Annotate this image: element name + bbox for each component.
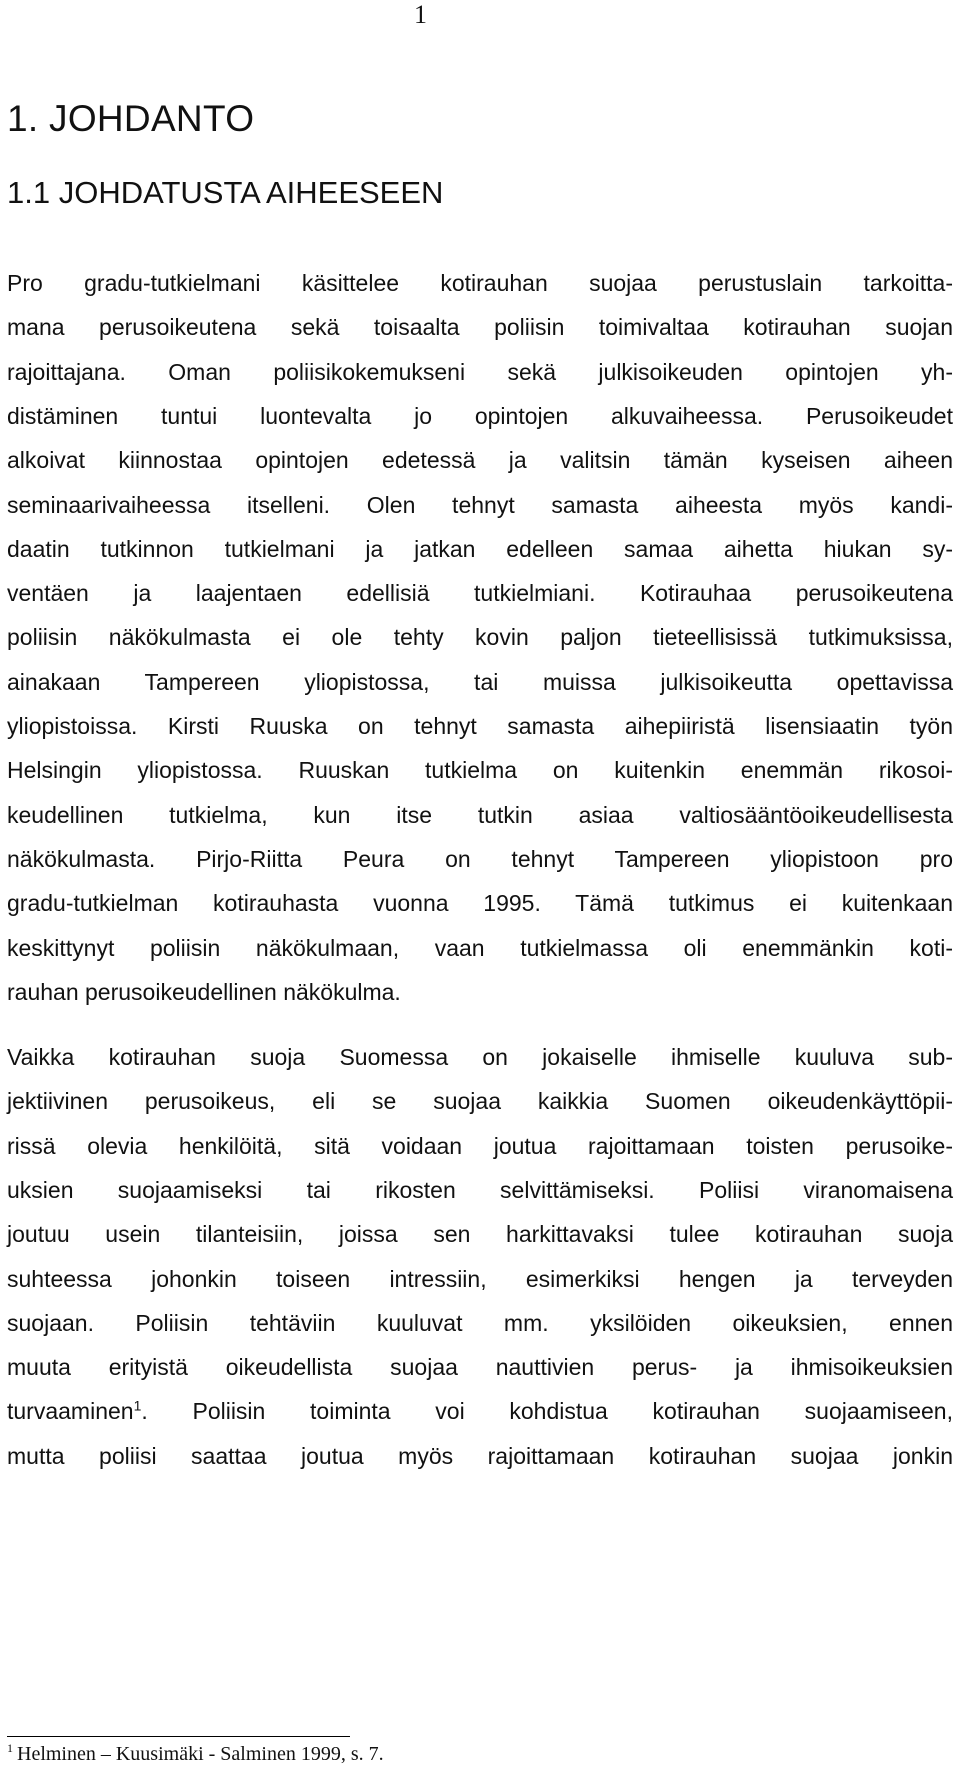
text-line: rauhan perusoikeudellinen näkökulma. xyxy=(7,978,401,1005)
text-line: gradu-tutkielman kotirauhasta vuonna 1995. Tämä tutkimus ei kuitenkaan xyxy=(7,890,953,917)
text-line: distäminen tuntui luontevalta jo opintojen alkuvaiheessa. Perusoikeudet xyxy=(7,402,953,429)
text-line: mutta poliisi saattaa joutua myös rajoittamaan kotirauhan suojaa jonkin xyxy=(7,1442,953,1469)
section-heading: 1.1 JOHDATUSTA AIHEESEEN xyxy=(7,175,444,210)
text-line: ventäen ja laajentaen edellisiä tutkielmiani. Kotirauhaa perusoikeutena xyxy=(7,580,953,607)
text-line-with-footnote-ref xyxy=(7,1396,953,1426)
text-line: rajoittajana. Oman poliisikokemukseni sekä julkisoikeuden opintojen yh- xyxy=(7,358,953,385)
text-line: keudellinen tutkielma, kun itse tutkin asiaa valtiosääntöoikeudellisesta xyxy=(7,801,953,828)
text-line: poliisin näkökulmasta ei ole tehty kovin paljon tieteellisissä tutkimuksissa, xyxy=(7,624,953,651)
text-line: keskittynyt poliisin näkökulmaan, vaan tutkielmassa oli enemmänkin koti- xyxy=(7,934,953,961)
text-line: suhteessa johonkin toiseen intressiin, esimerkiksi hengen ja terveyden xyxy=(7,1265,953,1292)
text-line: seminaarivaiheessa itselleni. Olen tehnyt samasta aiheesta myös kandi- xyxy=(7,491,953,518)
text-line: suojaan. Poliisin tehtäviin kuuluvat mm. yksilöiden oikeuksien, ennen xyxy=(7,1309,953,1336)
text-line: daatin tutkinnon tutkielmani ja jatkan edelleen samaa aihetta hiukan sy- xyxy=(7,535,953,562)
text-line: alkoivat kiinnostaa opintojen edetessä ja valitsin tämän kyseisen aiheen xyxy=(7,447,953,474)
text-line: uksien suojaamiseksi tai rikosten selvittämiseksi. Poliisi viranomaisena xyxy=(7,1176,953,1203)
text-segment: turvaaminen xyxy=(7,1398,134,1425)
text-line: yliopistoissa. Kirsti Ruuska on tehnyt samasta aihepiiristä lisensiaatin työn xyxy=(7,713,953,739)
text-line: Vaikka kotirauhan suoja Suomessa on jokaiselle ihmiselle kuuluva sub- xyxy=(7,1044,953,1070)
text-line: näkökulmasta. Pirjo-Riitta Peura on tehnyt Tampereen yliopistoon pro xyxy=(7,845,953,872)
footnote xyxy=(7,1743,384,1766)
text-segment: . Poliisin toiminta voi kohdistua kotirauhan suojaamiseen, xyxy=(141,1398,953,1425)
footnote-reference[interactable]: 1 xyxy=(133,1397,142,1414)
footnote-text: Helminen – Kuusimäki - Salminen 1999, s. 7. xyxy=(17,1743,384,1765)
text-line: jektiivinen perusoikeus, eli se suojaa kaikkia Suomen oikeudenkäyttöpii- xyxy=(7,1088,953,1115)
text-line: mana perusoikeutena sekä toisaalta poliisin toimivaltaa kotirauhan suojan xyxy=(7,314,953,341)
text-line: joutuu usein tilanteisiin, joissa sen harkittavaksi tulee kotirauhan suoja xyxy=(7,1221,953,1248)
footnote-divider xyxy=(7,1736,350,1737)
footnote-marker: 1 xyxy=(7,1741,13,1756)
chapter-heading: 1. JOHDANTO xyxy=(7,98,255,139)
text-line: Helsingin yliopistossa. Ruuskan tutkielma on kuitenkin enemmän rikosoi- xyxy=(7,757,953,784)
text-line: ainakaan Tampereen yliopistossa, tai muissa julkisoikeutta opettavissa xyxy=(7,668,953,695)
text-line: muuta erityistä oikeudellista suojaa nauttivien perus- ja ihmisoikeuksien xyxy=(7,1354,953,1381)
text-line: rissä olevia henkilöitä, sitä voidaan joutua rajoittamaan toisten perusoike- xyxy=(7,1132,953,1159)
page-number: 1 xyxy=(414,0,427,29)
text-line: Pro gradu-tutkielmani käsittelee kotirauhan suojaa perustuslain tarkoitta- xyxy=(7,270,953,296)
